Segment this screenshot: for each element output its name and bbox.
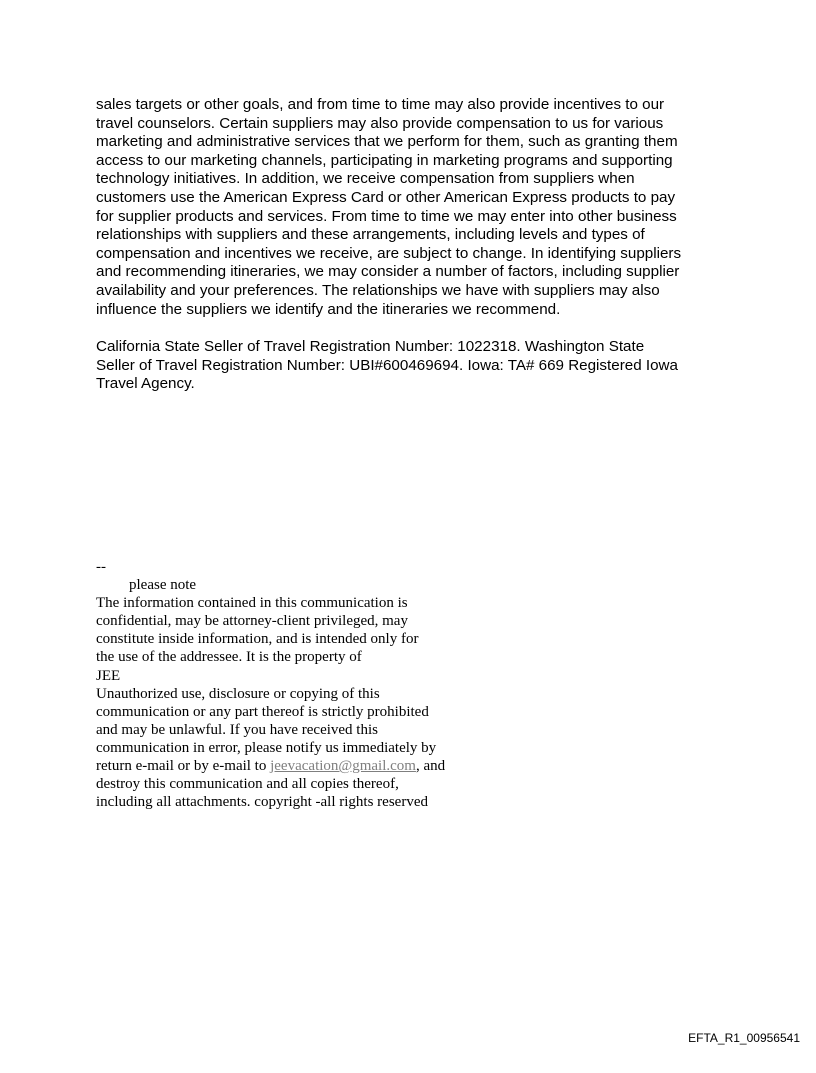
text-line: confidential, may be attorney-client privileged, may: [96, 613, 408, 630]
text-line: travel counselors. Certain suppliers may also provide compensation to us for various: [96, 114, 664, 132]
document-id: EFTA_R1_00956541: [688, 1031, 800, 1045]
text-line: for supplier products and services. From time to time we may enter into other business: [96, 207, 677, 225]
text-line: JEE: [96, 667, 121, 684]
text-line: communication or any part thereof is strictly prohibited: [96, 703, 429, 720]
text-line: influence the suppliers we identify and the itineraries we recommend.: [96, 300, 561, 318]
text-line: Unauthorized use, disclosure or copying of this: [96, 685, 380, 702]
text-line: and recommending itineraries, we may consider a number of factors, including supplier: [96, 263, 680, 281]
text-line: technology initiatives. In addition, we receive compensation from suppliers when: [96, 170, 635, 188]
text-line: and may be unlawful. If you have received this: [96, 721, 378, 738]
text-line: the use of the addressee. It is the property of: [96, 649, 362, 666]
text-line: constitute inside information, and is intended only for: [96, 631, 419, 648]
text-line: compensation and incentives we receive, are subject to change. In identifying suppliers: [96, 244, 682, 262]
disclosure-paragraph: [96, 96, 736, 319]
text-line: Travel Agency.: [96, 375, 195, 393]
registration-paragraph: [96, 338, 736, 394]
return-prefix: return e-mail or by e-mail to: [96, 758, 271, 775]
text-line: relationships with suppliers and these arrangements, including levels and types of: [96, 226, 645, 244]
text-line: Seller of Travel Registration Number: UBI#600469694. Iowa: TA# 669 Registered Iowa: [96, 356, 678, 374]
email-signature: [96, 558, 516, 811]
return-suffix: , and: [415, 758, 446, 775]
text-line: The information contained in this communication is: [96, 595, 408, 612]
signature-separator: --: [96, 559, 106, 575]
text-line: including all attachments. copyright -all rights reserved: [96, 794, 428, 811]
text-line: California State Seller of Travel Registration Number: 1022318. Washington State: [96, 338, 645, 355]
text-line: access to our marketing channels, participating in marketing programs and supporting: [96, 151, 673, 169]
signature-note: please note: [129, 577, 197, 594]
text-line: marketing and administrative services that we perform for them, such as granting them: [96, 133, 678, 151]
text-line: communication in error, please notify us immediately by: [96, 739, 437, 756]
text-line: destroy this communication and all copies thereof,: [96, 776, 399, 793]
text-line: customers use the American Express Card or other American Express products to pay: [96, 188, 676, 206]
return-email-line: [96, 757, 516, 775]
email-link[interactable]: jeevacation@gmail.com: [270, 758, 416, 775]
text-line: availability and your preferences. The relationships we have with suppliers may also: [96, 281, 660, 299]
text-line: sales targets or other goals, and from time to time may also provide incentives to our: [96, 96, 665, 113]
